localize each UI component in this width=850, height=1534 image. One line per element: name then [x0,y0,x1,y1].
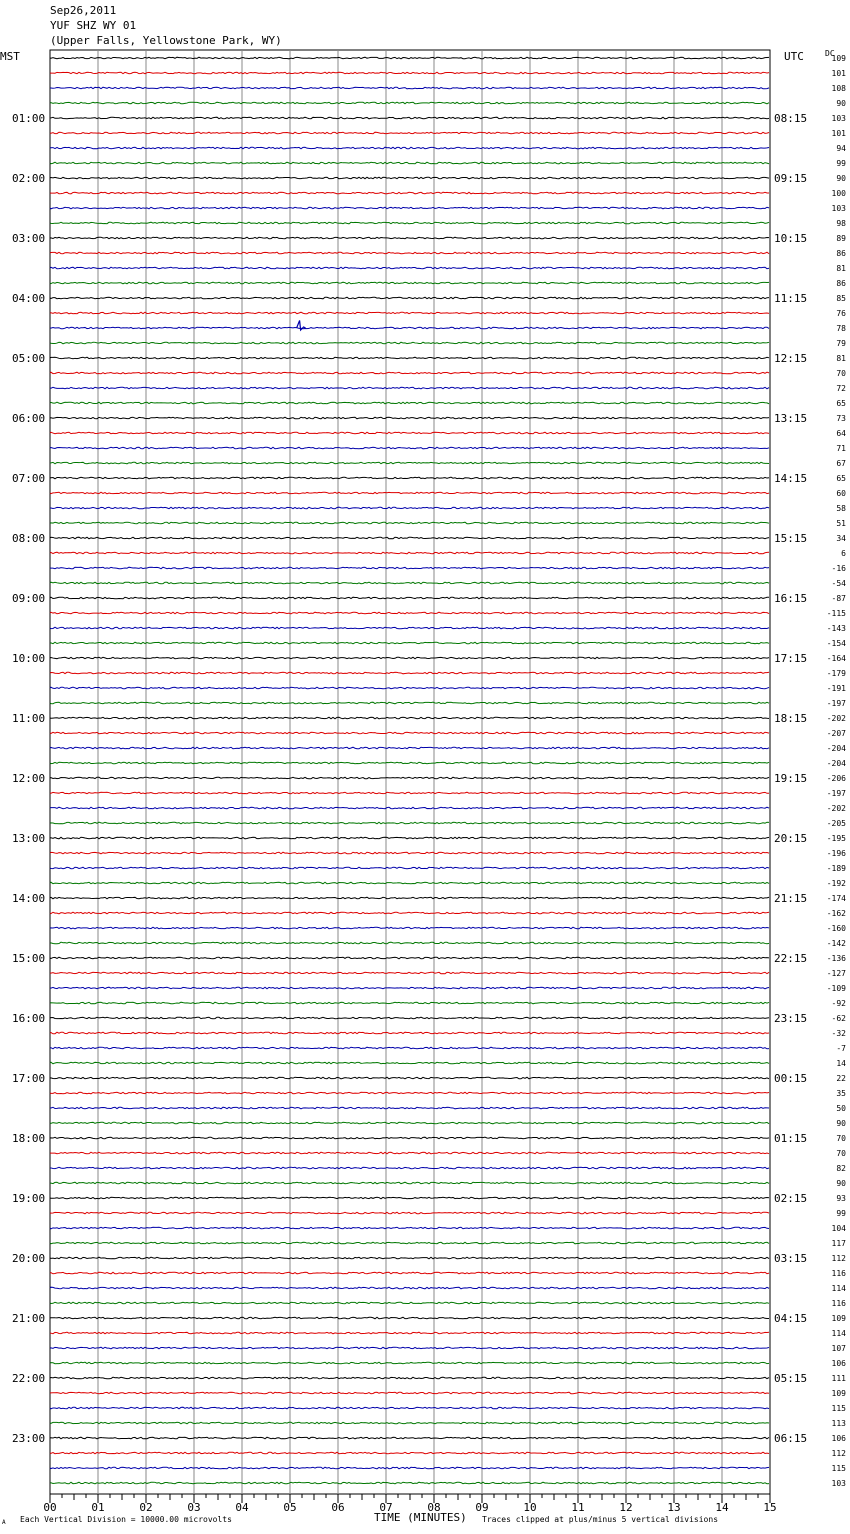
trace-line [50,1362,769,1364]
mst-hour-label: 20:00 [12,1252,46,1265]
dc-offset-label: -192 [826,879,846,888]
trace-line [50,747,769,749]
dc-offset-label: 109 [831,54,846,63]
trace-line [50,897,769,899]
trace-line [50,1407,769,1409]
trace-line [50,1317,769,1319]
trace-line [50,642,769,644]
utc-hour-label: 10:15 [774,232,808,245]
dc-offset-label: 64 [836,429,846,438]
trace-line [50,702,769,704]
dc-offset-label: 22 [836,1074,846,1083]
trace-line [50,237,769,239]
trace-line [50,1062,769,1064]
trace-line [50,1182,769,1184]
mst-hour-label: 02:00 [12,172,46,185]
utc-hour-label: 08:15 [774,112,808,125]
mst-hour-label: 16:00 [12,1012,46,1025]
trace-line [50,837,769,839]
utc-hour-label: 11:15 [774,292,808,305]
utc-hour-label: 23:15 [774,1012,808,1025]
trace-line [50,567,769,569]
dc-offset-label: 107 [831,1344,846,1353]
trace-line [50,537,769,539]
mst-hour-label: 12:00 [12,772,46,785]
header-date: Sep26,2011 [50,4,117,17]
dc-offset-label: 115 [831,1464,846,1473]
trace-line [50,582,769,584]
x-tick-label: 11 [571,1501,585,1514]
mst-hour-label: 21:00 [12,1312,46,1325]
trace-line [50,357,769,359]
mst-hour-label: 06:00 [12,412,46,425]
trace-line [50,717,769,719]
utc-hour-label: 09:15 [774,172,808,185]
x-tick-label: 09 [475,1501,489,1514]
trace-line [50,1392,769,1394]
utc-hour-label: 19:15 [774,772,808,785]
trace-line [50,102,769,104]
dc-offset-label: 100 [831,189,846,198]
trace-line [50,522,769,524]
mst-hour-label: 18:00 [12,1132,46,1145]
trace-line [50,162,769,164]
trace-line [50,117,769,119]
dc-offset-label: 90 [836,174,846,183]
dc-offset-label: 51 [836,519,846,528]
dc-offset-label: 50 [836,1104,846,1113]
dc-offset-label: 103 [831,204,846,213]
trace-line [50,72,769,74]
trace-line [50,927,769,929]
trace-line [50,1482,769,1484]
dc-offset-label: -202 [826,804,846,813]
mst-hour-label: 10:00 [12,652,46,665]
dc-offset-label: 103 [831,114,846,123]
dc-offset-label: 109 [831,1314,846,1323]
dc-offset-label: -164 [826,654,846,663]
x-tick-label: 10 [523,1501,537,1514]
utc-hour-label: 03:15 [774,1252,808,1265]
dc-offset-label: 60 [836,489,846,498]
dc-offset-label: 106 [831,1359,846,1368]
mst-hour-label: 22:00 [12,1372,46,1385]
dc-offset-label: -109 [826,984,846,993]
dc-offset-label: 116 [831,1269,846,1278]
dc-offset-label: 90 [836,1119,846,1128]
dc-offset-label: -195 [826,834,846,843]
dc-offset-label: -32 [831,1029,846,1038]
dc-offset-label: -179 [826,669,846,678]
trace-line [50,1197,769,1199]
utc-hour-label: 04:15 [774,1312,808,1325]
dc-offset-label: -136 [826,954,846,963]
dc-offset-label: 104 [831,1224,846,1233]
dc-offset-label: 73 [836,414,846,423]
trace-line [50,1272,769,1274]
mst-hour-label: 09:00 [12,592,46,605]
dc-offset-label: 81 [836,354,846,363]
dc-offset-label: 67 [836,459,846,468]
dc-offset-label: 106 [831,1434,846,1443]
utc-hour-label: 21:15 [774,892,808,905]
dc-offset-label: -202 [826,714,846,723]
mst-hour-label: 07:00 [12,472,46,485]
mst-hour-label: 17:00 [12,1072,46,1085]
scale-note: Each Vertical Division = 10000.00 microvolts [20,1515,232,1524]
trace-line [50,132,769,134]
trace-line [50,1137,769,1139]
trace-line [50,387,769,389]
dc-offset-label: -115 [826,609,846,618]
dc-offset-label: -204 [826,759,846,768]
trace-line [50,1422,769,1424]
trace-line [50,732,769,734]
trace-line [50,507,769,509]
mst-hour-label: 08:00 [12,532,46,545]
trace-line [50,342,769,344]
trace-line [50,942,769,944]
trace-line [50,492,769,494]
x-tick-label: 03 [187,1501,201,1514]
dc-offset-label: 98 [836,219,846,228]
dc-offset-label: 99 [836,1209,846,1218]
trace-line [50,297,769,299]
dc-offset-label: -127 [826,969,846,978]
right-timezone-label: UTC [784,50,804,63]
dc-offset-label: -92 [831,999,846,1008]
dc-offset-label: -7 [836,1044,846,1053]
trace-line [50,432,769,434]
trace-line [50,447,769,449]
dc-offset-label: 86 [836,249,846,258]
trace-line [50,627,769,629]
dc-offset-label: 85 [836,294,846,303]
trace-line [50,477,769,479]
trace-line [50,372,769,374]
dc-offset-label: 89 [836,234,846,243]
dc-offset-label: 99 [836,159,846,168]
dc-offset-label: 108 [831,84,846,93]
trace-line [50,252,769,254]
trace-line [50,87,769,89]
utc-hour-label: 17:15 [774,652,808,665]
trace-line [50,597,769,599]
dc-offset-label: 114 [831,1329,846,1338]
trace-line [50,882,769,884]
mst-hour-label: 04:00 [12,292,46,305]
dc-offset-label: 58 [836,504,846,513]
dc-offset-label: 14 [836,1059,846,1068]
trace-line [50,672,769,674]
dc-offset-label: 90 [836,1179,846,1188]
dc-offset-label: 78 [836,324,846,333]
dc-offset-label: -197 [826,789,846,798]
dc-offset-label: 34 [836,534,846,543]
header-station: YUF SHZ WY 01 [50,19,137,32]
trace-line [50,1017,769,1019]
left-timezone-label: MST [0,50,20,63]
dc-offset-label: 86 [836,279,846,288]
trace-line [50,402,769,404]
trace-line [50,1467,769,1469]
trace-line [50,1212,769,1214]
dc-offset-label: 114 [831,1284,846,1293]
trace-line [50,912,769,914]
dc-offset-label: 35 [836,1089,846,1098]
trace-line [50,1152,769,1154]
dc-offset-label: -142 [826,939,846,948]
trace-line [50,1107,769,1109]
trace-line [50,177,769,179]
trace-line [50,657,769,659]
dc-offset-label: 115 [831,1404,846,1413]
dc-offset-label: -162 [826,909,846,918]
trace-line [50,807,769,809]
x-tick-label: 01 [91,1501,105,1514]
x-axis-title: TIME (MINUTES) [374,1511,467,1524]
dc-offset-label: 81 [836,264,846,273]
header-location: (Upper Falls, Yellowstone Park, WY) [50,34,282,47]
dc-offset-label: 82 [836,1164,846,1173]
dc-offset-label: -196 [826,849,846,858]
dc-offset-label: 109 [831,1389,846,1398]
utc-hour-label: 01:15 [774,1132,808,1145]
trace-line [50,1047,769,1049]
trace-line [50,1257,769,1259]
x-tick-label: 15 [763,1501,777,1514]
x-tick-label: 14 [715,1501,729,1514]
trace-line [50,57,769,59]
x-tick-label: 12 [619,1501,633,1514]
trace-line [50,867,769,869]
utc-hour-label: 02:15 [774,1192,808,1205]
utc-hour-label: 05:15 [774,1372,808,1385]
x-tick-label: 04 [235,1501,249,1514]
dc-offset-label: -154 [826,639,846,648]
dc-offset-label: -189 [826,864,846,873]
utc-hour-label: 18:15 [774,712,808,725]
trace-line [50,777,769,779]
dc-offset-label: -206 [826,774,846,783]
x-tick-label: 07 [379,1501,393,1514]
mst-hour-label: 23:00 [12,1432,46,1445]
trace-line [50,147,769,149]
dc-header-label: DC [825,49,835,58]
corner-mark: A [2,1519,6,1526]
dc-offset-label: -197 [826,699,846,708]
trace-line [50,1092,769,1094]
mst-hour-label: 03:00 [12,232,46,245]
utc-hour-label: 00:15 [774,1072,808,1085]
utc-hour-label: 16:15 [774,592,808,605]
dc-offset-label: 90 [836,99,846,108]
dc-offset-label: 117 [831,1239,846,1248]
dc-offset-label: 70 [836,369,846,378]
mst-hour-label: 14:00 [12,892,46,905]
trace-line [50,1302,769,1304]
plot-frame [50,50,770,1494]
dc-offset-label: 70 [836,1149,846,1158]
trace-line [50,822,769,824]
trace-line [50,282,769,284]
trace-line [50,1347,769,1349]
trace-line [50,792,769,794]
dc-offset-label: 72 [836,384,846,393]
trace-line [50,1002,769,1004]
mst-hour-label: 11:00 [12,712,46,725]
utc-hour-label: 12:15 [774,352,808,365]
trace-line [50,1167,769,1169]
x-tick-label: 06 [331,1501,345,1514]
trace-line [50,1032,769,1034]
x-tick-label: 05 [283,1501,297,1514]
trace-line [50,957,769,959]
trace-line [50,987,769,989]
dc-offset-label: -160 [826,924,846,933]
mst-hour-label: 01:00 [12,112,46,125]
dc-offset-label: 6 [841,549,846,558]
dc-offset-label: 103 [831,1479,846,1488]
dc-offset-label: 111 [831,1374,846,1383]
trace-line [50,462,769,464]
mst-hour-label: 13:00 [12,832,46,845]
trace-line [50,1437,769,1439]
clip-note: Traces clipped at plus/minus 5 vertical divisions [482,1515,719,1524]
x-tick-label: 08 [427,1501,441,1514]
utc-hour-label: 22:15 [774,952,808,965]
dc-offset-label: 113 [831,1419,846,1428]
dc-offset-label: -205 [826,819,846,828]
trace-line [50,1452,769,1454]
trace-line [50,312,769,314]
dc-offset-label: 70 [836,1134,846,1143]
trace-line [50,687,769,689]
dc-offset-label: -16 [831,564,846,573]
dc-offset-label: -191 [826,684,846,693]
mst-hour-label: 15:00 [12,952,46,965]
trace-line [50,267,769,269]
dc-offset-label: -54 [831,579,846,588]
trace-line [50,762,769,764]
dc-offset-label: 101 [831,69,846,78]
dc-offset-label: 76 [836,309,846,318]
mst-hour-label: 05:00 [12,352,46,365]
dc-offset-label: -207 [826,729,846,738]
trace-line [50,192,769,194]
dc-offset-label: 93 [836,1194,846,1203]
dc-offset-label: -204 [826,744,846,753]
trace-line [50,1077,769,1079]
trace-line [50,1227,769,1229]
dc-offset-label: 65 [836,399,846,408]
dc-offset-label: 101 [831,129,846,138]
utc-hour-label: 15:15 [774,532,808,545]
trace-line [50,1122,769,1124]
utc-hour-label: 13:15 [774,412,808,425]
trace-line [50,1242,769,1244]
utc-hour-label: 14:15 [774,472,808,485]
dc-offset-label: 112 [831,1449,846,1458]
dc-offset-label: -62 [831,1014,846,1023]
dc-offset-label: 116 [831,1299,846,1308]
trace-line [50,1377,769,1379]
dc-offset-label: -174 [826,894,846,903]
dc-offset-label: 71 [836,444,846,453]
trace-line [50,417,769,419]
utc-hour-label: 20:15 [774,832,808,845]
trace-line [50,852,769,854]
x-tick-label: 13 [667,1501,681,1514]
dc-offset-label: 65 [836,474,846,483]
utc-hour-label: 06:15 [774,1432,808,1445]
trace-line [50,1332,769,1334]
dc-offset-label: 94 [836,144,846,153]
trace-line [50,207,769,209]
dc-offset-label: -143 [826,624,846,633]
dc-offset-label: -87 [831,594,846,603]
trace-line [50,1287,769,1289]
trace-line [50,222,769,224]
dc-offset-label: 112 [831,1254,846,1263]
mst-hour-label: 19:00 [12,1192,46,1205]
dc-offset-label: 79 [836,339,846,348]
trace-line [50,612,769,614]
trace-line [50,552,769,554]
x-tick-label: 00 [43,1501,57,1514]
x-tick-label: 02 [139,1501,153,1514]
trace-line [50,972,769,974]
trace-line [50,327,769,329]
